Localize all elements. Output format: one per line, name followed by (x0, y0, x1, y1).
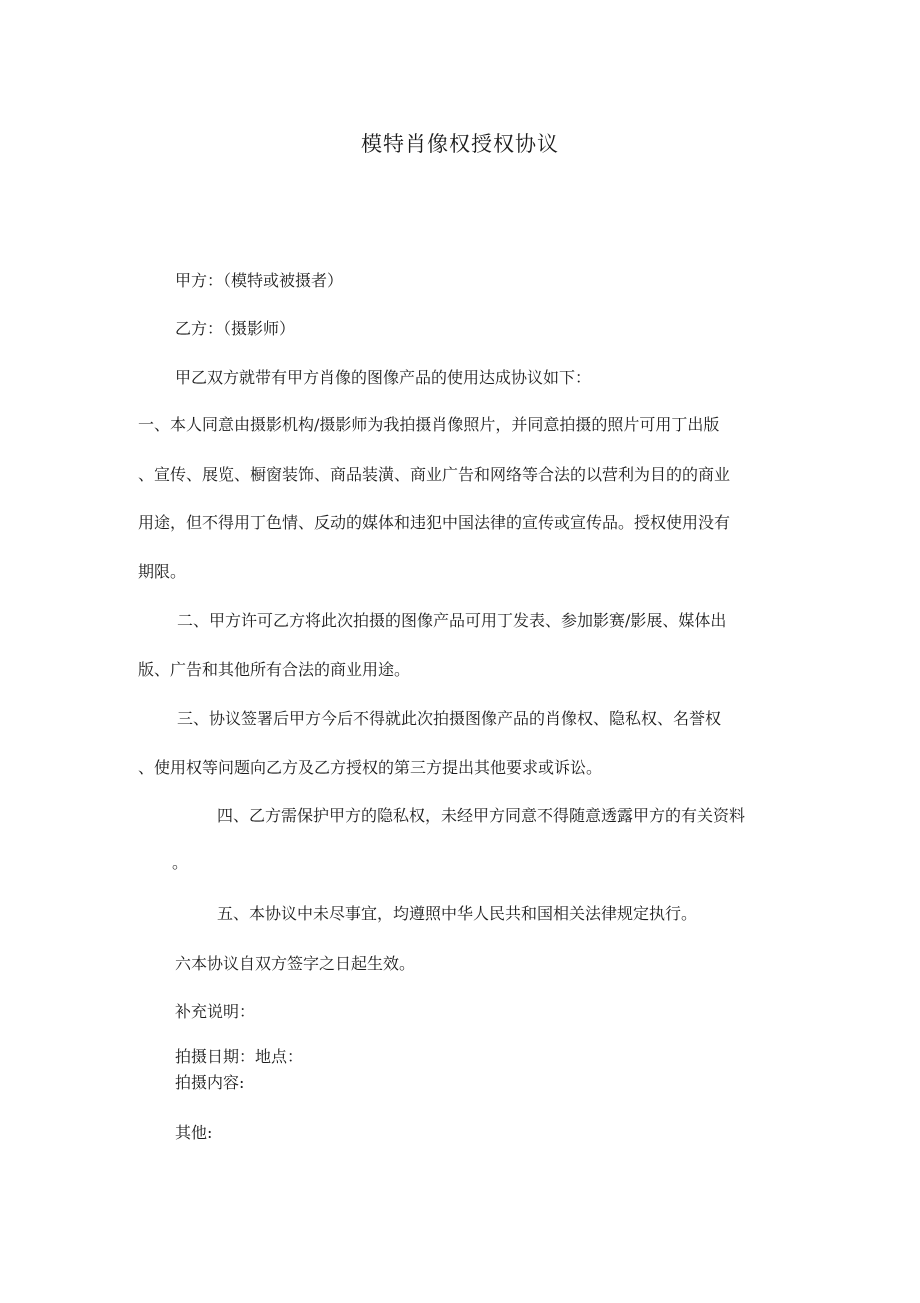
intro-line: 甲乙双方就带有甲方肖像的图像产品的使用达成协议如下： (175, 368, 592, 387)
clause-5: 五、本协议中未尽事宜，均遵照中华人民共和国相关法律规定执行。 (217, 904, 698, 923)
clause-2-line: 版、广告和其他所有合法的商业用途。 (138, 660, 411, 679)
clause-4-line: 四、乙方需保护甲方的隐私权，未经甲方同意不得随意透露甲方的有关资料 (217, 806, 746, 825)
supplement-label: 补充说明： (175, 1002, 256, 1021)
clause-1-line: 期限。 (138, 562, 187, 581)
shoot-content-label: 拍摄内容: (175, 1073, 245, 1092)
party-b-line: 乙方：（摄影师） (175, 319, 296, 338)
clause-1-line: 、宣传、展览、橱窗装饰、商品装潢、商业广告和网络等合法的以营利为目的的商业 (138, 465, 731, 484)
clause-4-line: 。 (172, 853, 189, 872)
document-title: 模特肖像权授权协议 (361, 132, 559, 156)
clause-6: 六本协议自双方签字之日起生效。 (175, 954, 416, 973)
clause-1-line: 用途，但不得用丁色情、反动的媒体和违犯中国法律的宣传或宣传品。授权使用没有 (138, 513, 731, 532)
clause-1-line: 一、本人同意由摄影机构/摄影师为我拍摄肖像照片，并同意拍摄的照片可用丁出版 (138, 415, 720, 434)
clause-2-line: 二、甲方许可乙方将此次拍摄的图像产品可用丁发表、参加影赛/影展、媒体出 (177, 611, 727, 630)
clause-3-line: 三、协议签署后甲方今后不得就此次拍摄图像产品的肖像权、隐私权、名誉权 (177, 709, 722, 728)
party-a-line: 甲方：（模特或被摄者） (175, 271, 344, 290)
other-label: 其他: (175, 1123, 213, 1142)
shoot-date-place-label: 拍摄日期：地点： (175, 1047, 304, 1066)
clause-3-line: 、使用权等问题向乙方及乙方授权的第三方提出其他要求或诉讼。 (138, 758, 603, 777)
